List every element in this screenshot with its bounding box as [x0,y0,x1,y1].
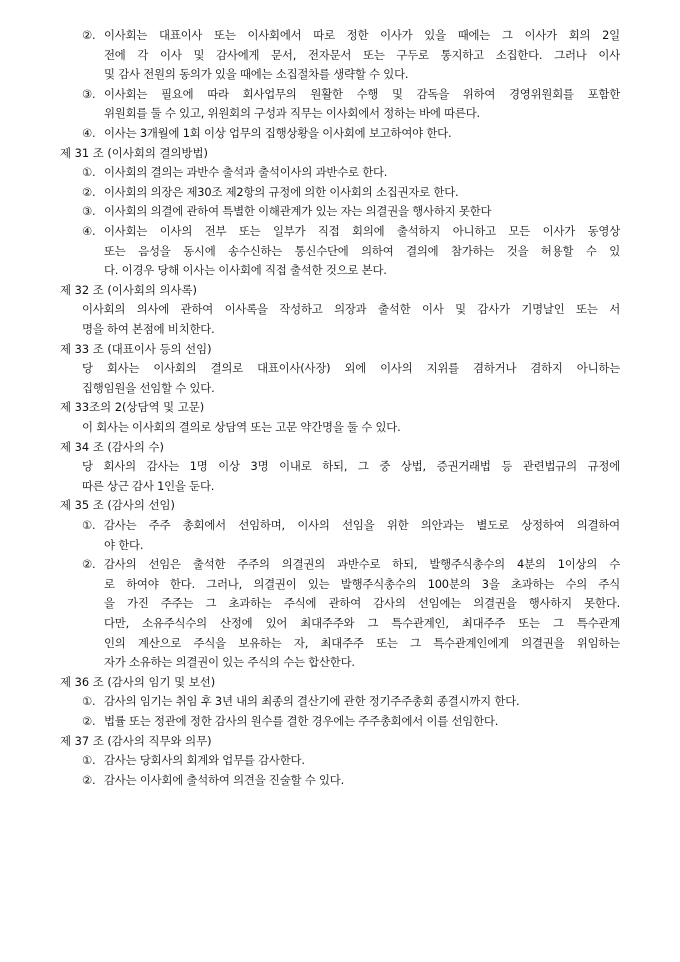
clause-number: ②. [82,184,96,199]
clause-text-line: 다. 이경우 당해 이사는 이사회에 직접 출석한 것으로 본다. [104,263,387,278]
clause-text-line: 감사의 선임은 출석한 주주의 의결권의 과반수로 하되, 발행주식총수의 4분의 1이상의 수 [104,557,620,572]
article-text-line: 당 회사의 감사는 1명 이상 3명 이내로 하되, 그 중 상법, 증권거래법 등 관련법규의 규정에 [82,459,620,474]
clause-text-line: 감사는 주주 총회에서 선임하며, 이사의 선임을 위한 의안과는 별도로 상정하여 의결하여 [104,518,620,532]
clause-number: ②. [82,557,96,572]
clause-number: ①. [82,694,96,709]
clause-text-line: 전에 각 이사 및 감사에게 문서, 전자문서 또는 구두로 통지하고 소집한다. 그러나 이사 [104,47,620,62]
clause-number: ③. [82,204,96,219]
clause-text-line: 감사는 당회사의 회계와 업무를 감사한다. [104,753,305,768]
clause-text-line: 이사회는 대표이사 또는 이사회에서 따로 정한 이사가 있을 때에는 그 이사가 회의 2일 [104,28,620,42]
clause-text-line: 이사회는 필요에 따라 회사업무의 원활한 수행 및 감독을 위하여 경영위원회를 포함한 [104,86,620,101]
clause-text-line: 인의 계산으로 주식을 보유하는 자, 최대주주 또는 그 특수관계인에게 의결권을 위임하는 [104,635,620,650]
clause-number: ③. [82,86,96,101]
clause-number: ④. [82,224,96,238]
article-text-line: 명을 하여 본점에 비치한다. [82,322,215,336]
clause-text-line: 감사의 임기는 취임 후 3년 내의 최종의 결산기에 관한 정기주주총회 종결시까지 한다. [104,694,520,709]
article-heading: 제 31 조 (이사회의 결의방법) [60,145,208,160]
clause-text-line: 이사회의 의장은 제30조 제2항의 규정에 의한 이사회의 소집권자로 한다. [104,184,459,199]
clause-text-line: 자가 소유하는 의결권이 있는 주식의 수는 합산한다. [104,655,355,670]
clause-number: ①. [82,753,96,768]
clause-text-line: 감사는 이사회에 출석하여 의견을 진술할 수 있다. [104,772,345,787]
clause-number: ②. [82,772,96,787]
clause-number: ①. [82,165,96,180]
article-heading: 제 36 조 (감사의 임기 및 보선) [60,674,216,689]
clause-text-line: 위원회를 둘 수 있고, 위원회의 구성과 직무는 이사회에서 정하는 바에 따른다. [104,106,480,121]
clause-text-line: 및 감사 전원의 동의가 있을 때에는 소집절차를 생략할 수 있다. [104,67,409,82]
clause-text-line: 또는 음성을 동시에 송수신하는 통신수단에 의하여 결의에 참가하는 것을 허용할 수 있 [104,243,620,258]
article-heading: 제 33 조 (대표이사 등의 선임) [60,341,212,356]
clause-text-line: 다만, 소유주식수의 산정에 있어 최대주주와 그 특수관계인, 최대주주 또는 그 특수관계 [104,616,620,630]
clause-number: ④. [82,126,96,140]
clause-number: ①. [82,518,96,532]
clause-text-line: 로 하여야 한다. 그러나, 의결권이 있는 발행주식총수의 100분의 3을 초과하는 수의 주식 [104,576,620,591]
article-text-line: 집행임원을 선임할 수 있다. [82,380,215,395]
article-text-line: 당 회사는 이사회의 결의로 대표이사(사장) 외에 이사의 지위를 겸하거나 겸하지 아니하는 [82,361,620,376]
article-text-line: 이 회사는 이사회의 결의로 상담역 또는 고문 약간명을 둘 수 있다. [82,420,401,434]
clause-text-line: 법률 또는 정관에 정한 감사의 원수를 결한 경우에는 주주총회에서 이를 선임한다. [104,714,499,728]
clause-text-line: 이사회의 결의는 과반수 출석과 출석이사의 과반수로 한다. [104,165,388,180]
clause-number: ②. [82,714,96,728]
clause-text-line: 야 한다. [104,537,144,552]
article-heading: 제 35 조 (감사의 선임) [60,498,175,513]
clause-text-line: 을 가진 주주는 그 초과하는 주식에 관하여 감사의 선임에는 의결권을 행사하지 못한다. [104,596,620,611]
article-text-line: 이사회의 의사에 관하여 이사록을 작성하고 의장과 출석한 이사 및 감사가 기명날인 또는 서 [82,302,620,317]
clause-text-line: 이사는 3개월에 1회 이상 업무의 집행상황을 이사회에 보고하여야 한다. [104,126,452,140]
article-text-line: 따른 상근 감사 1인을 둔다. [82,478,215,493]
clause-text-line: 이사회의 의결에 관하여 특별한 이해관계가 있는 자는 의결권을 행사하지 못한다 [104,204,492,219]
article-heading: 제 32 조 (이사회의 의사록) [60,282,197,297]
article-heading: 제 37 조 (감사의 직무와 의무) [60,733,212,748]
clause-text-line: 이사회는 이사의 전부 또는 일부가 직접 회의에 출석하지 아니하고 모든 이사가 동영상 [104,224,620,238]
article-heading: 제 33조의 2(상담역 및 고문) [60,400,205,415]
clause-number: ②. [82,28,96,42]
article-heading: 제 34 조 (감사의 수) [60,439,164,454]
